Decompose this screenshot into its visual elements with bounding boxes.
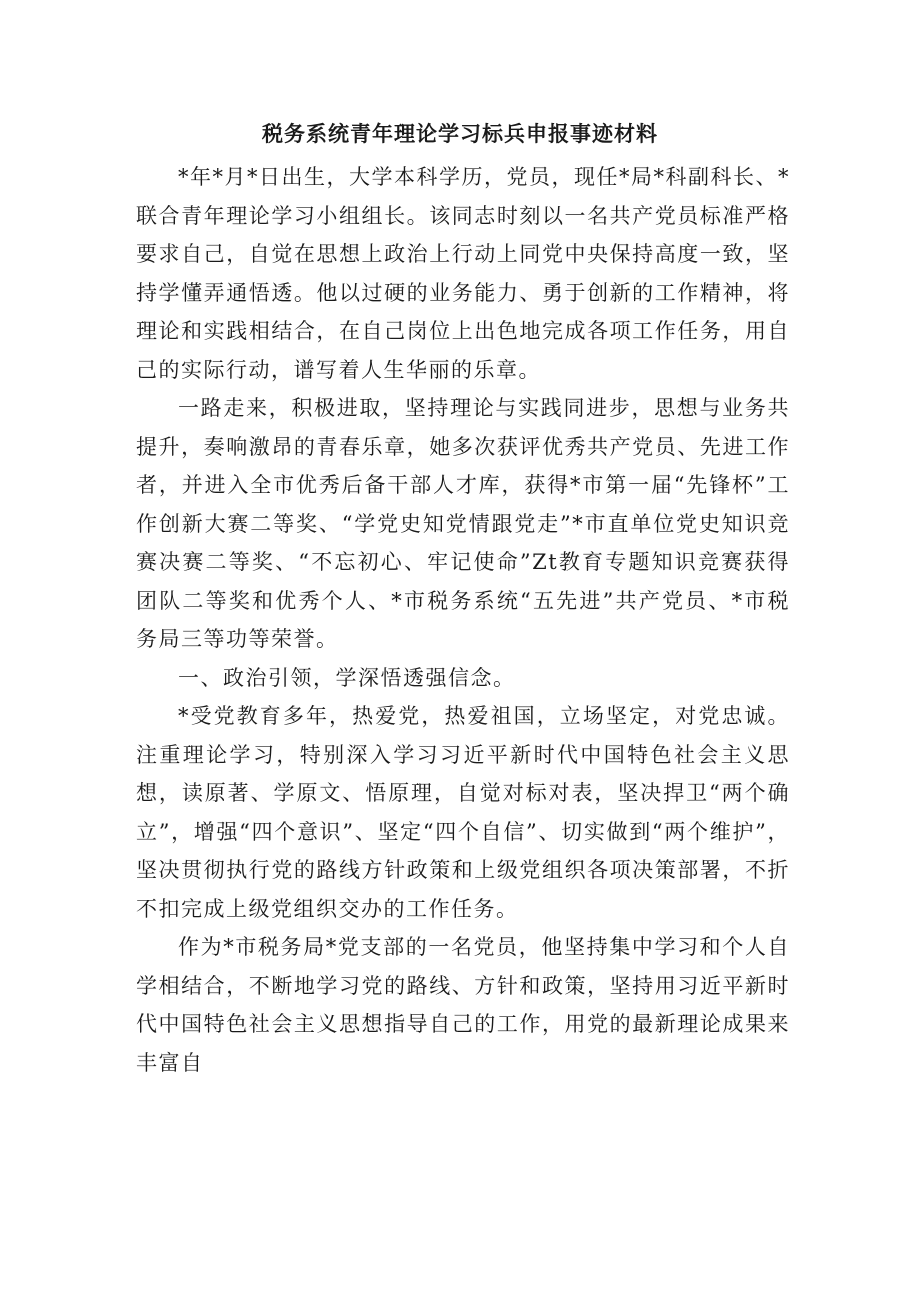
paragraph-party-study: 作为*市税务局*党支部的一名党员，他坚持集中学习和个人自学相结合，不断地学习党的路线、方针和政策，坚持用习近平新时代中国特色社会主义思想指导自己的工作，用党的最新理论成果来丰富自 xyxy=(136,935,790,1075)
paragraph-intro: *年*月*日出生，大学本科学历，党员，现任*局*科副科长、*联合青年理论学习小组组长。该同志时刻以一名共产党员标准严格要求自己，自觉在思想上政治上行动上同党中央保持高度一致，坚持学懂弄通悟透。他以过硬的业务能力、勇于创新的工作精神，将理论和实践相结合，在自己岗位上出色地完成各项工作任务，用自己的实际行动，谱写着人生华丽的乐章。 xyxy=(136,165,790,382)
paragraph-achievements: 一路走来，积极进取，坚持理论与实践同进步，思想与业务共提升，奏响激昂的青春乐章，她多次获评优秀共产党员、先进工作者，并进入全市优秀后备干部人才库，获得*市第一届“先锋杯”工作创新大赛二等奖、“学党史知党情跟党走”*市直单位党史知识竞赛决赛二等奖、“不忘初心、牢记使命”Zt教育专题知识竞赛获得团队二等奖和优秀个人、*市税务系统“五先进”共产党员、*市税务局三等功等荣誉。 xyxy=(136,396,790,651)
document-title: 税务系统青年理论学习标兵申报事迹材料 xyxy=(262,121,658,146)
paragraph-political-loyalty: *受党教育多年，热爱党，热爱祖国，立场坚定，对党忠诚。注重理论学习，特别深入学习习近平新时代中国特色社会主义思想，读原著、学原文、悟原理，自觉对标对表，坚决捍卫“两个确立”，增强“四个意识”、坚定“四个自信”、切实做到“两个维护”，坚决贯彻执行党的路线方针政策和上级党组织各项决策部署，不折不扣完成上级党组织交办的工作任务。 xyxy=(136,704,790,921)
section-heading-political-leadership: 一、政治引领，学深悟透强信念。 xyxy=(178,665,516,690)
document-body xyxy=(136,158,790,1082)
